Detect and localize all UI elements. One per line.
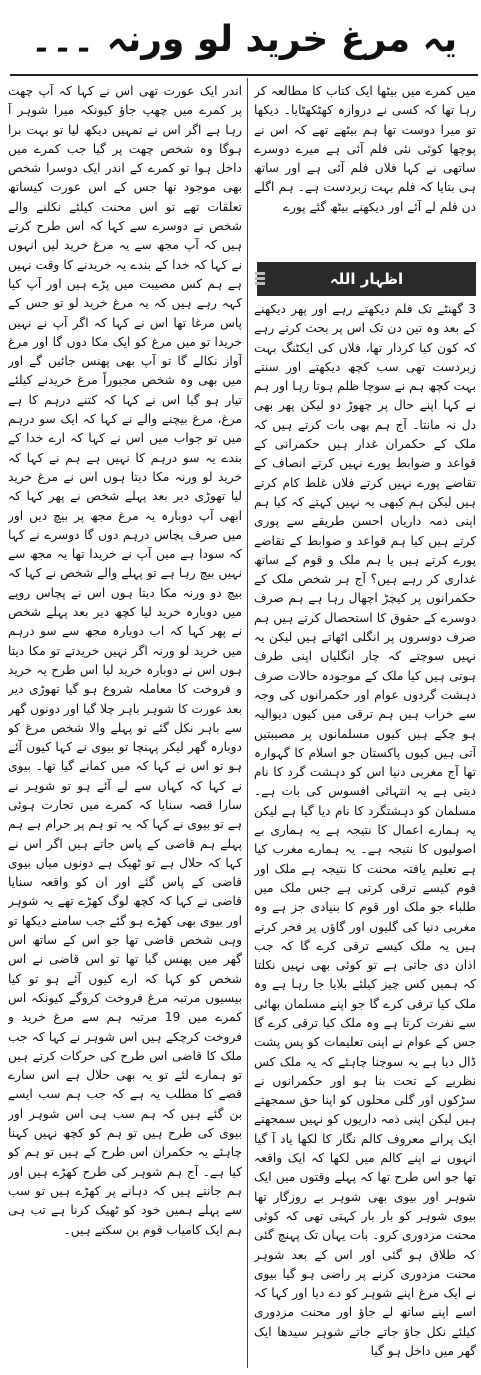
article-intro-text: میں کمرے میں بیٹھا ایک کتاب کا مطالعہ کر رہا تھا کہ کسی نے دروازہ کھٹکھٹایا۔ دیکھا تو میرا دوست تھا ہم بیٹھے تھے کہ اس نے پوچھا کوئی نئی فلم آئی ہے میرے دوسرے ساتھی نے کہا فلاں فلم آئی ہے اور ساتھ ہی بتایا کہ فلم بہت زبردست ہے۔ ہم اگلے دن فلم لے آئے اور دیکھنے بیٹھ گئے پورے	[254, 84, 476, 214]
article-body-left-column	[8, 82, 242, 1368]
article-intro-column	[254, 82, 476, 256]
author-byline: اظہار اللہ	[257, 262, 476, 296]
column-divider	[247, 78, 248, 1368]
byline-decoration-icon	[255, 270, 267, 288]
article-body-right-column	[254, 300, 476, 1368]
article-body-left-text: اندر ایک عورت تھی اس نے کہا کہ آپ چھت پر کمرے میں چھپ جاؤ کیونکہ میرا شوہر آ رہا ہے اگر اس نے تمہیں دیکھ لیا تو بہت برا ہوگا وہ شخص چھت پر گیا جب کمرے میں داخل ہوا تو کمرے کے اندر ایک دوسرا شخص بھی موجود تھا جس کے اس عورت کیساتھ تعلقات تھے تو اس محنت کیلئے نکلنے والے شخص نے دوسرے سے کہا کہ اس طرح کرتے ہیں کہ آپ مجھ سے یہ مرغ خرید لیں انہوں نے کہا کہ خدا کے بندے یہ خریدنے کا وقت نہیں ہے ہم کس مصیبت میں پڑے ہیں اور آپ کیا کہہ رہے ہیں کہ یہ مرغ خرید لو تو جس کے پاس مرغا تھا اس نے کہا کہ اگر آپ نے نہیں خریدا تو میں مرغ کو ایک مکا دوں گا اور مرغ آواز نکالے گا تو آپ بھی پھنس جائیں گے اور میں بھی وہ شخص مجبوراً مرغ خریدنے کیلئے تیار ہو گیا اس نے کہا کہ کتنے درہم کا ہے مرغ، مرغ بیچنے والے نے کہا کہ ایک سو درہم میں تو جواب میں اس نے کہا کہ ارے خدا کے بندے یہ سو درہم کا نہیں ہے ہم نے کہا کہ خرید لو ورنہ مکا دیتا ہوں اس نے مرغ خرید لیا تھوڑی دیر بعد پہلے شخص نے پھر کہا کہ ابھی آپ دوبارہ یہ مرغ مجھ پر بیچ دیں اور میں صرف پچاس درہم دوں گا دوسرے نے کہا کہ سودا ہے میں آپ نے خریدا تھا یہ مجھ سے نہیں بیچ رہا ہے تو پہلے والے شخص نے کہا کہ بیچ دو ورنہ مکا دیتا ہوں اس نے پچاس روپے میں دوبارہ خرید لیا کچھ دیر بعد پہلے شخص نے پھر کہا کہ اب دوبارہ مجھ سے سو درہم میں خرید لو ورنہ اگر نہیں خریدتے تو مکا دیتا ہوں اس نے دوبارہ خرید لیا اس طرح یہ خرید و فروخت کا معاملہ شروع ہو گیا تھوڑی دیر بعد عورت کا شوہر باہر چلا گیا اور دونوں گھر سے باہر نکل گئے تو پہلے والا شخص مرغ کو دوبارہ گھر لیکر پہنچا تو بیوی نے کہا کیوں آئے ہو تو اس نے کہا کہ میں کمانے گیا تھا۔ بیوی نے کہا کہ کہاں سے لے آئے ہو تو شوہر نے سارا قصہ سنایا کہ کمرے میں تجارت ہوئی ہے تو بیوی نے کہا کہ یہ تو ہم پر حرام ہے ہم پہلے ہم قاضی کے پاس جاتے ہیں اگر اس نے کہا کہ حلال ہے تو ٹھیک ہے دونوں میاں بیوی قاضی کے پاس گئے اور ان کو واقعہ سنایا قاضی نے کہا کہ کچھ لوگ کھڑے تھے یہ شوہر اور بیوی بھی کھڑے ہو گئے جب سامنے دیکھا تو وہی شخص قاضی تھا جو اس کے ساتھ اس گھر میں پھنس گیا تھا تو اس قاضی نے اس شخص کو کہا کہ ارے کیوں آئے ہو تو کیا بیسیوں مرتبہ مرغ فروخت کروگے کیونکہ اس کمرے میں 19 مرتبہ ہم سے مرغ خرید و فروخت کرچکے ہیں اس شوہر نے کہا کہ جب ملک کا قاضی اس طرح کی حرکات کرتے ہیں تو ہمارے لئے تو یہ بھی حلال ہے اس سارے قصے کا مطلب یہ ہے کہ جب ہم سب ایسے بن گئے ہیں کہ ہم سب ہی اس شوہر اور بیوی کی طرح ہیں تو ہم کو کچھ نہیں کہنا چاہئے یہ حکمران اس طرح کے ہیں تو ہم کو کیا ہے۔ آج ہم شوہر کی طرح کھڑے ہیں اور ہم جانتے ہیں کہ دہانے پر کھڑے ہیں تو سب سے پہلے ہمیں خود کو ٹھیک کرنا ہے تب ہی ہم ایک کامیاب قوم بن سکتے ہیں۔	[8, 84, 242, 1237]
article-headline: یہ مرغ خرید لو ورنہ ۔۔۔	[10, 4, 478, 76]
article-body-right-text: 3 گھنٹے تک فلم دیکھتے رہے اور پھر دیکھنے کے بعد وہ تین دن تک اس پر بحث کرتے رہے کہ کون کیا کردار تھا، فلاں کی ایکٹنگ بہت زبردست تھی سب کچھ دیکھتے اور سنتے بہت کچھ ہم نے سوچا ظلم ہوتا رہا اور ہم نے کہا اپنے حال پر چھوڑ دو لیکن پھر بھی دل نہ مانتا۔ آج ہم بھی بات کرتے ہیں کہ ملک کے حکمران غدار ہیں حکمرانی کے قواعد و ضوابط پورے نہیں کرتے انصاف کے تقاضے پورے نہیں کرتے فلاں غلط کام کرتے ہیں لیکن ہم کبھی یہ نہیں کہتے کہ کیا ہم اپنی ذمہ داریاں احسن طریقے سے پوری کرتے ہیں کیا ہم قواعد و ضوابط کے تقاضے پورے کرتے ہیں یا ہم ملک و قوم کے ساتھ غداری کر رہے ہیں؟ آج ہر شخص ملک کے حکمرانوں پر کیچڑ اچھال رہا ہے ہم صرف دوسرے کے حقوق کا استحصال کرتے ہیں ہم صرف دوسروں پر انگلی اٹھاتے ہیں لیکن یہ نہیں سوچتے کہ چار انگلیاں اپنی طرف ہوتی ہیں کیا ملک کے موجودہ حالات صرف دہشت گردوں عوام اور حکمرانوں کی وجہ سے خراب ہیں ہم ترقی میں کیوں دیوالیہ ہو چکے ہیں کیوں مسلمانوں پر مصیبتیں آتی ہیں کیوں پاکستان جو اسلام کا گہوارہ تھا آج مغربی دنیا اس کو دہشت گرد کا نام دیتی ہے یہ انتہائی افسوس کی بات ہے۔ مسلمان کو دہشتگرد کا نام دیا گیا ہے لیکن یہ ہمارے اعمال کا نتیجہ ہے یہ ہماری بے اصولیوں کا نتیجہ ہے۔ یہ ہمارے مغرب کیا ہے تعلیم یافتہ محنت کا نتیجہ ہے ملک اور قوم کیسے ترقی کرتی ہے جس ملک میں طلباء جو ملک اور قوم کا بنیادی جز ہے وہ مغربی دنیا کی گلیوں اور گاؤں پر فخر کرتے ہیں یہ ملک کیسے ترقی کرے گا کہ جب اذان دی جاتی ہے تو کوئی بھی نہیں نکلتا کہ ہمیں کس چیز کیلئے بلایا جا رہا ہے وہ ملک کیا ترقی کرے گا جو اپنے مسلمان بھائی سے نفرت کرتا ہے وہ ملک کیا ترقی کرے گا جس کے عوام نے اپنی تعلیمات کو پس پشت ڈال دیا ہے یہ سوچنا چاہئے کہ یہ ملک کس نظریے کے تحت بنا ہو اور حکمرانوں نے سڑکوں اور گلی محلوں کو اپنا حق سمجھتے ہیں لیکن اپنی ذمہ داریوں کو نہیں سمجھتے ایک پرانے معروف کالم نگار کا لکھا یاد آ گیا انہوں نے اپنے کالم میں لکھا کہ ایک واقعہ تھا جو اس طرح تھا کہ پہلے وقتوں میں ایک شوہر اور بیوی بھی شوہر بے روزگار تھا بیوی شوہر کو بار بار کہتی تھی کہ کوئی محنت مزدوری کرو۔ بات یہاں تک پہنچ گئی کہ طلاق ہو گئی اور اس کے بعد شوہر محنت مزدوری کرنے پر راضی ہو گیا بیوی نے ایک مرغ اپنے شوہر کو دے دیا اور کہا کہ اسے اپنے ساتھ لے جاؤ اور محنت مزدوری کیلئے نکل جاؤ جاتے جاتے شوہر سیدھا ایک گھر میں داخل ہو گیا	[254, 302, 476, 1359]
